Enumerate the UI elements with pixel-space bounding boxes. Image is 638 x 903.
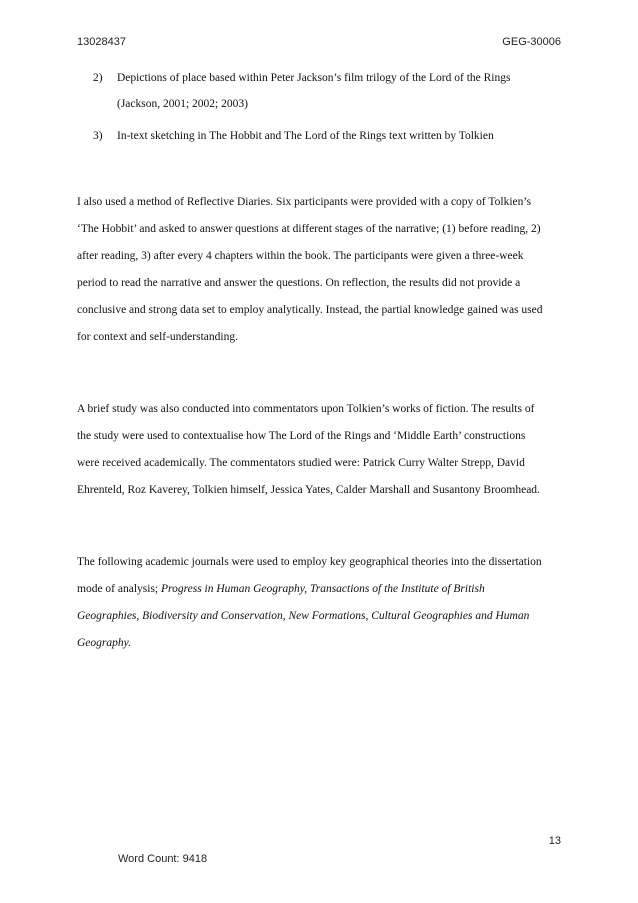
paragraph-line: for context and self-understanding. — [77, 331, 238, 343]
header-module-code: GEG-30006 — [502, 36, 561, 48]
header-student-id: 13028437 — [77, 36, 126, 48]
list-item-text-continued: (Jackson, 2001; 2002; 2003) — [117, 98, 248, 110]
list-item-number: 2) — [93, 72, 103, 84]
paragraph-line: Ehrenteld, Roz Kaverey, Tolkien himself, Jessica Yates, Calder Marshall and Susantony Broomhead. — [77, 484, 540, 496]
paragraph-line: the study were used to contextualise how The Lord of the Rings and ‘Middle Earth’ constructions — [77, 430, 526, 442]
paragraph-line: conclusive and strong data set to employ analytically. Instead, the partial knowledge gained was used — [77, 304, 543, 316]
list-item-number: 3) — [93, 130, 103, 142]
paragraph-line: were received academically. The commentators studied were: Patrick Curry Walter Strepp, David — [77, 457, 525, 469]
paragraph-text: mode of analysis; — [77, 583, 161, 595]
paragraph-line: The following academic journals were used to employ key geographical theories into the dissertation — [77, 556, 542, 568]
list-item-text: In-text sketching in The Hobbit and The Lord of the Rings text written by Tolkien — [117, 130, 494, 142]
journal-titles: Geography. — [77, 637, 131, 649]
paragraph-journals — [77, 549, 563, 657]
list-item-text: Depictions of place based within Peter Jackson’s film trilogy of the Lord of the Rings — [117, 72, 511, 84]
journal-titles: Progress in Human Geography, Transactions of the Institute of British — [161, 583, 485, 595]
paragraph-reflective-diaries — [77, 189, 563, 351]
journal-titles: Geographies, Biodiversity and Conservation, New Formations, Cultural Geographies and Human — [77, 610, 530, 622]
paragraph-line: A brief study was also conducted into commentators upon Tolkien’s works of fiction. The results of — [77, 403, 535, 415]
page-number: 13 — [548, 835, 561, 847]
paragraph-line: after reading, 3) after every 4 chapters within the book. The participants were given a three-week — [77, 250, 524, 262]
paragraph-line — [77, 576, 563, 603]
paragraph-line: period to read the narrative and answer the questions. On reflection, the results did not provide a — [77, 277, 521, 289]
paragraph-commentators — [77, 396, 563, 504]
paragraph-line: ‘The Hobbit’ and asked to answer questions at different stages of the narrative; (1) before reading, 2) — [77, 223, 541, 235]
paragraph-line: I also used a method of Reflective Diaries. Six participants were provided with a copy of Tolkien’s — [77, 196, 532, 208]
word-count: Word Count: 9418 — [118, 853, 208, 865]
